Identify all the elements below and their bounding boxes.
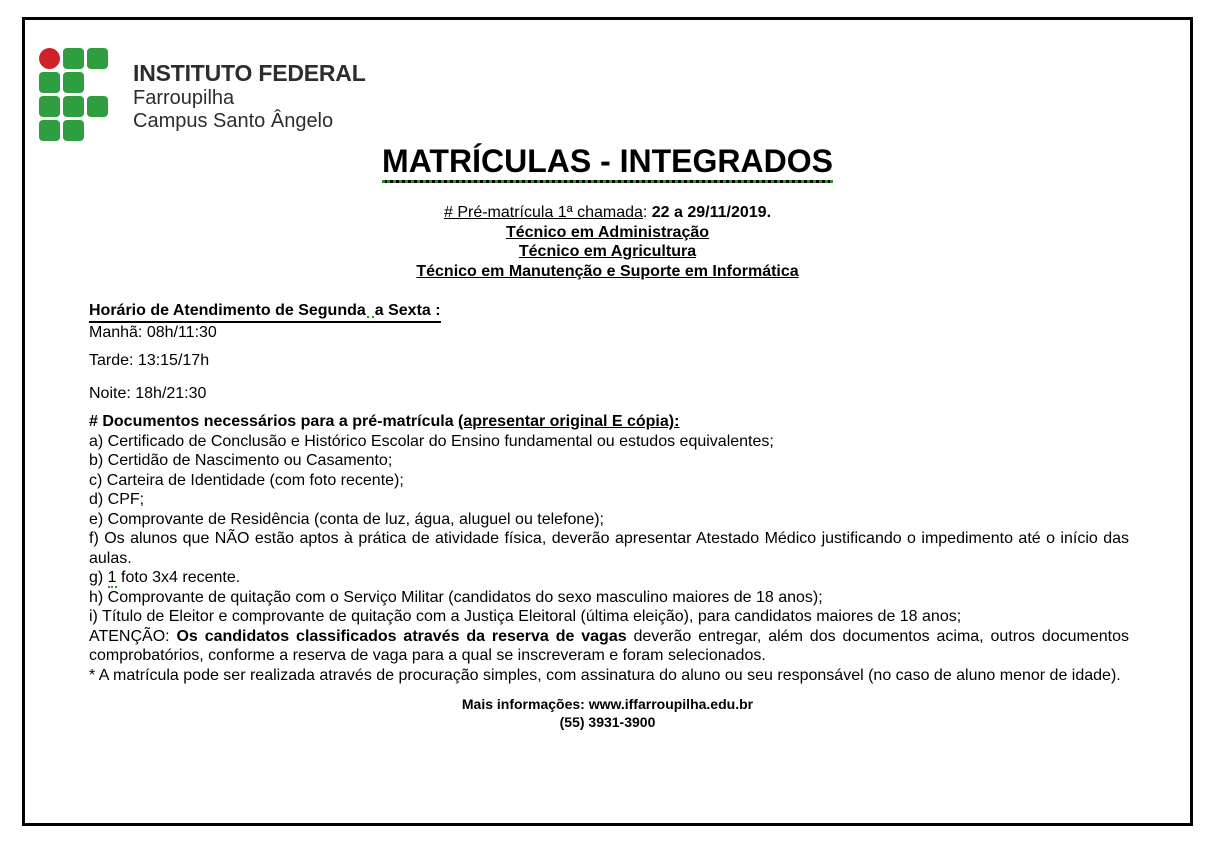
afternoon-hours: Tarde: 13:15/17h [89, 352, 210, 369]
prematricula-label: # Pré-matrícula 1ª chamada [443, 204, 643, 221]
office-hours-heading-text [89, 301, 441, 323]
prematricula-dates: 22 a 29/11/2019. [651, 204, 772, 221]
documents-heading-prefix: # Documentos necessários para a pré-matrícula [89, 413, 459, 430]
proxy-note: * A matrícula pode ser realizada através de procuração simples, com assinatura do aluno ou seu responsável (no caso de aluno menor de idade). [89, 666, 1121, 684]
prematricula-separator: : [642, 204, 652, 221]
doc-item-d: d) CPF; [89, 491, 145, 508]
footer [25, 696, 1190, 731]
institution-branch: Farroupilha [133, 87, 235, 109]
logo-cell-green [63, 72, 84, 93]
more-info-line: Mais informações: www.iffarroupilha.edu.br [461, 696, 754, 712]
institution-campus: Campus Santo Ângelo [133, 110, 334, 132]
office-hours-heading-part1: Horário de Atendimento de Segunda [89, 302, 366, 319]
notice-page [22, 17, 1193, 826]
office-hours-heading-part2: a Sexta : [374, 302, 441, 319]
doc-item-e: e) Comprovante de Residência (conta de luz, água, aluguel ou telefone); [89, 510, 604, 528]
logo-cell-green [63, 120, 84, 141]
logo-cell-green [63, 48, 84, 69]
logo-cell-empty [87, 120, 108, 141]
documents-heading-underlined: (apresentar original E cópia): [458, 413, 680, 430]
doc-item-g [89, 568, 1129, 588]
page-title [25, 143, 1190, 183]
attention-prefix: ATENÇÃO: [89, 627, 177, 645]
attention-note [89, 627, 1129, 666]
logo-cell-green [63, 96, 84, 117]
doc-item-g-suffix: foto 3x4 recente. [116, 569, 241, 586]
institution-logo-block [39, 48, 1190, 141]
doc-item-f: f) Os alunos que NÃO estão aptos à prática de atividade física, deverão apresentar Atestado Médico justificando o impedimento até o início das aulas. [89, 530, 1129, 567]
doc-item-b: b) Certidão de Nascimento ou Casamento; [89, 452, 393, 469]
morning-hours: Manhã: 08h/11:30 [89, 323, 217, 341]
attention-suffix: deverão entregar, além dos documentos acima, outros documentos comprobatórios, conforme a reserva de vaga para a qual se inscreveram e foram selecionados. [89, 627, 1130, 664]
logo-cell-green [39, 72, 60, 93]
attention-bold: Os candidatos classificados através da reserva de vagas [176, 627, 627, 645]
course-administracao: Técnico em Administração [505, 223, 710, 241]
if-logo-icon [39, 48, 108, 141]
institution-text [133, 60, 366, 141]
documents-section [89, 412, 1129, 685]
evening-hours: Noite: 18h/21:30 [89, 384, 207, 402]
documents-heading [89, 412, 1129, 432]
doc-item-c: c) Carteira de Identidade (com foto recente); [89, 471, 404, 489]
phone-line: (55) 3931-3900 [559, 713, 656, 730]
prematricula-line [25, 203, 1190, 223]
logo-cell-green [87, 48, 108, 69]
announcement-block [25, 203, 1190, 281]
doc-item-a: a) Certificado de Conclusão e Histórico Escolar do Ensino fundamental ou estudos equivalentes; [89, 432, 774, 450]
doc-item-i: i) Título de Eleitor e comprovante de quitação com a Justiça Eleitoral (última eleição), para candidatos maiores de 18 anos; [89, 608, 962, 625]
course-informatica: Técnico em Manutenção e Suporte em Informática [416, 262, 799, 280]
office-hours-heading [89, 301, 1190, 323]
doc-item-h: h) Comprovante de quitação com o Serviço Militar (candidatos do sexo masculino maiores de 18 anos); [89, 588, 823, 606]
office-hours-section [89, 301, 1190, 403]
logo-cell-green [87, 96, 108, 117]
logo-cell-red [39, 48, 60, 69]
logo-cell-empty [87, 72, 108, 93]
page-title-text: MATRÍCULAS - INTEGRADOS [382, 143, 833, 183]
doc-item-g-flagged: 1 [107, 569, 117, 586]
course-agricultura: Técnico em Agricultura [518, 243, 697, 260]
logo-cell-green [39, 96, 60, 117]
doc-item-g-prefix: g) [89, 569, 108, 586]
logo-cell-green [39, 120, 60, 141]
institution-name: INSTITUTO FEDERAL [133, 60, 366, 86]
